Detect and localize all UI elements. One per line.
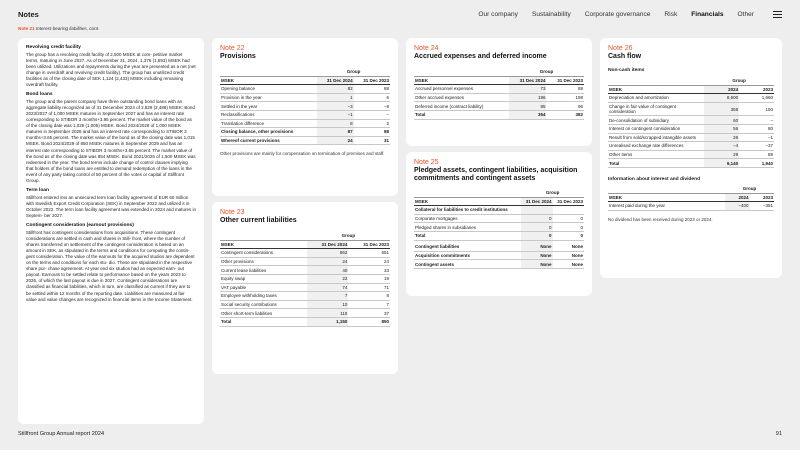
table-cell: Acquisition commitments [414,251,521,260]
col-header: MSEK [220,240,307,249]
table-cell: Equity swap [220,274,307,283]
table-cell [521,206,552,215]
table-cell: Total [220,317,307,326]
dividend-note: No dividend has been received during 2023 or 2024. [608,216,713,222]
table-cell: 31 [354,136,390,145]
section-heading: Contingent consideration (earnout provisions) [26,223,134,229]
table-cell: 96 [546,102,584,111]
section-body: The group has a revolving credit facility of 2,500 MSEK at com- petitive market terms, maturing in June 2027. As of December 31, 2024, 1,376 (1,693) MSEK had been utilized. Utilizations and repayments during the year are presented as a net (net change in overdraft and revolving credit facility). The group has unutilized credit facilities as of the closing date of SEK 1,124 (2,433) MSEK including remaining overdraft facility. [26,51,196,88]
table-cell: 33 [348,266,390,275]
group-header: Group [725,185,774,193]
note-title: Provisions [220,53,256,60]
table-cell: Result from sold/scrapped intangible assets [608,133,704,142]
col-header: MSEK [608,193,725,202]
table-cell: 368 [704,102,739,116]
table-cell: Current lease liabilities [220,266,307,275]
table-cell: −37 [739,142,774,151]
section-body: Stillfront has contingent considerations from acquisitions. These contingent considerations are settled in cash and shares in Still- front, where the number of shares transferred on settlement of the contingent consideration is based on an amount in SEK, as stipulated in the terms and conditions for computing the contin- gent consideration. The value of the earnouts for the acquired studios are dependent on the terms and conditions for each stu- dio. These are stipulated in the respective share pur- chase agreement. At year end six studios had an expected earn- out payout. Earnouts to be settled relate to performance based on the years 2023 to 2026, of which the last payout is due in 2027. Contingent considerations are classified as financial liabilities, which in turn, are classified as current if they are to be settled within 12 months of the reporting date. Liabilities are measured at fair value and value changes are recognized in financial items in the Income Statement. [26,229,195,302]
table-row [220,300,390,309]
table-cell: 110 [307,309,349,318]
cash-flow-table [608,77,774,168]
table-cell: Other short-term liabilities [220,309,307,318]
table-row [220,257,390,266]
table-row [414,102,584,111]
col-header: 31 Dec 2023 [348,240,390,249]
table-cell: Opening balance [220,85,317,94]
table-row [220,119,390,128]
table-row-total [414,231,584,240]
table-row [220,102,390,111]
group-header: Group [704,77,774,85]
table-cell: Other items [608,150,704,159]
other-liabilities-table [220,232,390,327]
table-row [414,223,584,232]
top-nav [478,11,754,18]
table-cell: 9,140 [704,159,739,168]
table-cell: None [521,251,552,260]
col-header: 31 Dec 2023 [546,76,584,85]
table-cell: 1,150 [307,317,349,326]
table-cell: −1 [739,133,774,142]
table-row [414,85,584,94]
table-section-row [414,206,584,215]
nav-sustainability[interactable]: Sustainability [531,11,571,18]
table-cell: 1,660 [739,94,774,103]
table-row-total [220,128,390,137]
nav-financials[interactable]: Financials [691,11,724,18]
col-header: 31 Dec 2024 [317,76,353,85]
table-cell: 56 [704,124,739,133]
table-cell: 651 [348,249,390,258]
note-label: Note 24 [414,45,439,52]
table-cell: 10 [307,300,349,309]
table-row [220,136,390,145]
note-label: Note 22 [220,45,245,52]
table-cell: Contingent considerations [220,249,307,258]
table-cell: 0 [553,214,584,223]
table-cell: 196 [509,93,547,102]
table-cell: 73 [509,85,547,94]
table-cell: −1 [317,110,353,119]
table-row [608,133,774,142]
table-cell: 88 [739,150,774,159]
table-row [220,309,390,318]
table-cell: −8 [354,102,390,111]
table-cell: Reclassifications [220,110,317,119]
group-header: Group [509,68,584,76]
table-cell: Interest on contingent consideration [608,124,704,133]
table-cell: None [553,251,584,260]
table-cell: None [521,260,552,269]
col-header: MSEK [608,85,704,94]
interest-table [608,185,774,211]
table-row-total [220,317,390,326]
table-row-total [414,110,584,119]
table-cell: 382 [546,110,584,119]
table-cell: VAT payable [220,283,307,292]
table-cell: Other accrued expenses [414,93,509,102]
note25-card [406,152,592,296]
table-cell: 29 [704,150,739,159]
note-title: Other current liabilities [220,217,297,224]
table-cell: 0 [553,231,584,240]
table-cell: 1,940 [739,159,774,168]
table-row [608,102,774,116]
table-cell: 88 [546,85,584,94]
table-cell: 198 [546,93,584,102]
table-row-total [608,159,774,168]
table-row [414,93,584,102]
table-cell: 37 [348,309,390,318]
top-bar [0,0,800,26]
group-header: Group [521,189,584,197]
table-cell: 40 [307,266,349,275]
nav-our-company[interactable]: Our company [478,11,518,18]
table-row [608,116,774,125]
col-header: 2024 [725,193,749,202]
table-row [414,251,584,260]
note24-card [406,38,592,146]
table-cell: Accrued personnel expenses [414,85,509,94]
table-cell: 87 [317,128,353,137]
table-cell: 88 [354,128,390,137]
table-cell: Translation difference [220,119,317,128]
hamburger-menu-icon[interactable] [773,11,782,18]
table-cell: Employee withholding taxes [220,292,307,301]
table-cell: None [521,243,552,251]
table-cell: 0 [521,231,552,240]
section-body: Stillfront entered into an unsecured term loan facility agreement of EUR 60 million with Swedish Export Credit Corporation (SEK) in September 2022 and utilized it in October 2022. The term loan facility agreement was extended in 2024 and matures in Septem- ber 2027. [26,194,197,218]
noncash-items-heading: Non-cash items [608,68,645,73]
table-cell: 0 [521,223,552,232]
table-row [220,283,390,292]
table-cell: Contingent assets [414,260,521,269]
table-cell: 24 [348,257,390,266]
table-cell [553,206,584,215]
table-cell: 850 [348,317,390,326]
col-header: 2023 [739,85,774,94]
note-title: Cash flow [608,53,642,60]
table-row [414,243,584,251]
table-row [220,274,390,283]
table-cell: 0 [521,214,552,223]
table-cell: Total [608,159,704,168]
pledged-assets-table [414,189,584,269]
note23-card [212,202,398,374]
note22-footnote: Other provisions are mainly for compensation on termination of premises and staff. [220,151,385,157]
note-label: Note 23 [220,209,245,216]
table-cell: −351 [750,202,775,211]
table-cell: Change in fair value of contingent consideration [608,102,704,116]
accrued-expenses-table [414,68,584,120]
section-heading: Term loan [26,188,50,194]
note22-card [212,38,398,196]
table-cell: None [553,243,584,251]
table-cell: 80 [739,124,774,133]
col-header: 2023 [750,193,775,202]
subtitle-text: Interest-bearing liabilities, cont. [35,26,100,31]
table-cell: Contingent liabilities [414,243,521,251]
col-header: 2024 [704,85,739,94]
table-cell: Social security contributions [220,300,307,309]
table-cell: 26 [704,133,739,142]
col-header: 31 Dec 2024 [307,240,349,249]
table-cell: 22 [307,274,349,283]
interest-dividend-heading: Information about interest and dividend [608,176,701,182]
table-cell: Whereof current provisions [220,136,317,145]
section-body: The group and the parent company have three outstanding bond loans with an aggregate liability recognized as of 31 December 2024 of 2,829 (2,488) MSEK: Bond 2023/2027 of 1,000 MSEK matures in September 2027 and has an interest rate corresponding to STIBOR 3 months+3.95 percent. The market value of the bond as of the closing date was 1,026 (1,005) MSEK. Bond 2024/2028 of 1,000 MSEK matures in September 2028 and has an interest rate corresponding to STIBOR 3 months+3.65 percent. The market value of the bond as of the closing date was 1,015 MSEK. Bond 2024/2029 of 850 MSEK matures in September 2029 and has an interest rate corresponding to STIBOR 3 months+3.65 percent. The market value of the bond as of the closing date was 854 MSEK. Bond 2021/2025 of 1,500 MSEK was redeemed in the year. The bond terms include change of control clauses implying that holders of the bond loans are entitled to demand redemption of the loans in the event of any party taking control of 50 percent of the votes or capital of Stillfront Group. [26,98,196,183]
subtitle-note-number: Note 21 [18,26,35,31]
table-cell: 150 [739,102,774,116]
table-row [220,110,390,119]
table-cell: 71 [348,283,390,292]
table-cell: Pledged shares in subsidiaries [414,223,521,232]
table-cell: 19 [348,274,390,283]
table-cell: Interest paid during the year [608,202,725,211]
table-cell: 0 [553,223,584,232]
table-cell: Unrealised exchange rate differences [608,142,704,151]
table-row [220,93,390,102]
table-cell: 862 [307,249,349,258]
table-cell: Settled in the year [220,102,317,111]
table-cell: Corporate mortgages [414,214,521,223]
table-cell: Provision in the year [220,93,317,102]
table-cell: 354 [509,110,547,119]
table-cell: 8 [317,119,353,128]
note-title: Accrued expenses and deferred income [414,53,547,60]
provisions-table [220,68,390,145]
table-cell: 60 [704,116,739,125]
table-cell: 82 [317,85,353,94]
left-text-card [18,38,204,424]
table-cell: 8 [348,292,390,301]
note-title: Pledged assets, contingent liabilities, acquisition commitments and contingent assets [414,167,578,182]
table-cell: Deferred income (contract liability) [414,102,509,111]
group-header: Group [307,232,390,240]
table-cell: 8,600 [704,94,739,103]
footer-report-title: Stillfront Group Annual report 2024 [18,431,105,437]
table-cell: Depreciation and amortization [608,94,704,103]
table-cell: 74 [307,283,349,292]
page-title: Notes [18,10,39,19]
table-row [608,94,774,103]
page-number: 91 [775,431,782,437]
table-cell: De-consolidation of subsidiary [608,116,704,125]
col-header: MSEK [414,197,521,206]
group-header: Group [317,68,390,76]
table-cell: 7 [348,300,390,309]
col-header: MSEK [414,76,509,85]
table-cell: 24 [317,136,353,145]
table-cell: 1 [317,93,353,102]
section-heading: Bond loans [26,92,53,98]
table-cell: 24 [307,257,349,266]
table-row [608,142,774,151]
col-header: MSEK [220,76,317,85]
table-cell: −400 [725,202,749,211]
note26-card [600,38,782,278]
col-header: 31 Dec 2023 [553,197,584,206]
table-cell: Total [414,110,509,119]
table-cell: Other provisions [220,257,307,266]
col-header: 31 Dec 2024 [521,197,552,206]
table-cell: Closing balance, other provisions [220,128,317,137]
table-cell: 7 [307,292,349,301]
table-row [414,214,584,223]
table-row [608,202,774,211]
col-header: 31 Dec 2023 [354,76,390,85]
table-cell: – [354,110,390,119]
table-row [220,85,390,94]
table-cell: 88 [354,85,390,94]
table-row [220,266,390,275]
table-cell: 6 [354,93,390,102]
table-row [608,150,774,159]
section-heading: Revolving credit facility [26,45,81,50]
note-label: Note 25 [414,159,439,166]
table-row [414,260,584,269]
nav-risk[interactable]: Risk [664,11,678,18]
table-cell: Total [414,231,521,240]
table-cell: None [553,260,584,269]
table-cell: −4 [704,142,739,151]
table-cell: Collateral for liabilities to credit institutions [414,206,521,215]
table-cell: −3 [317,102,353,111]
nav-other[interactable]: Other [737,11,754,18]
table-cell: 2 [354,119,390,128]
table-row [220,249,390,258]
table-row [220,292,390,301]
table-cell: 85 [509,102,547,111]
nav-corporate-governance[interactable]: Corporate governance [584,11,651,18]
table-row [608,124,774,133]
col-header: 31 Dec 2024 [509,76,547,85]
breadcrumb [18,26,99,31]
note-label: Note 26 [608,45,633,52]
table-cell: – [739,116,774,125]
